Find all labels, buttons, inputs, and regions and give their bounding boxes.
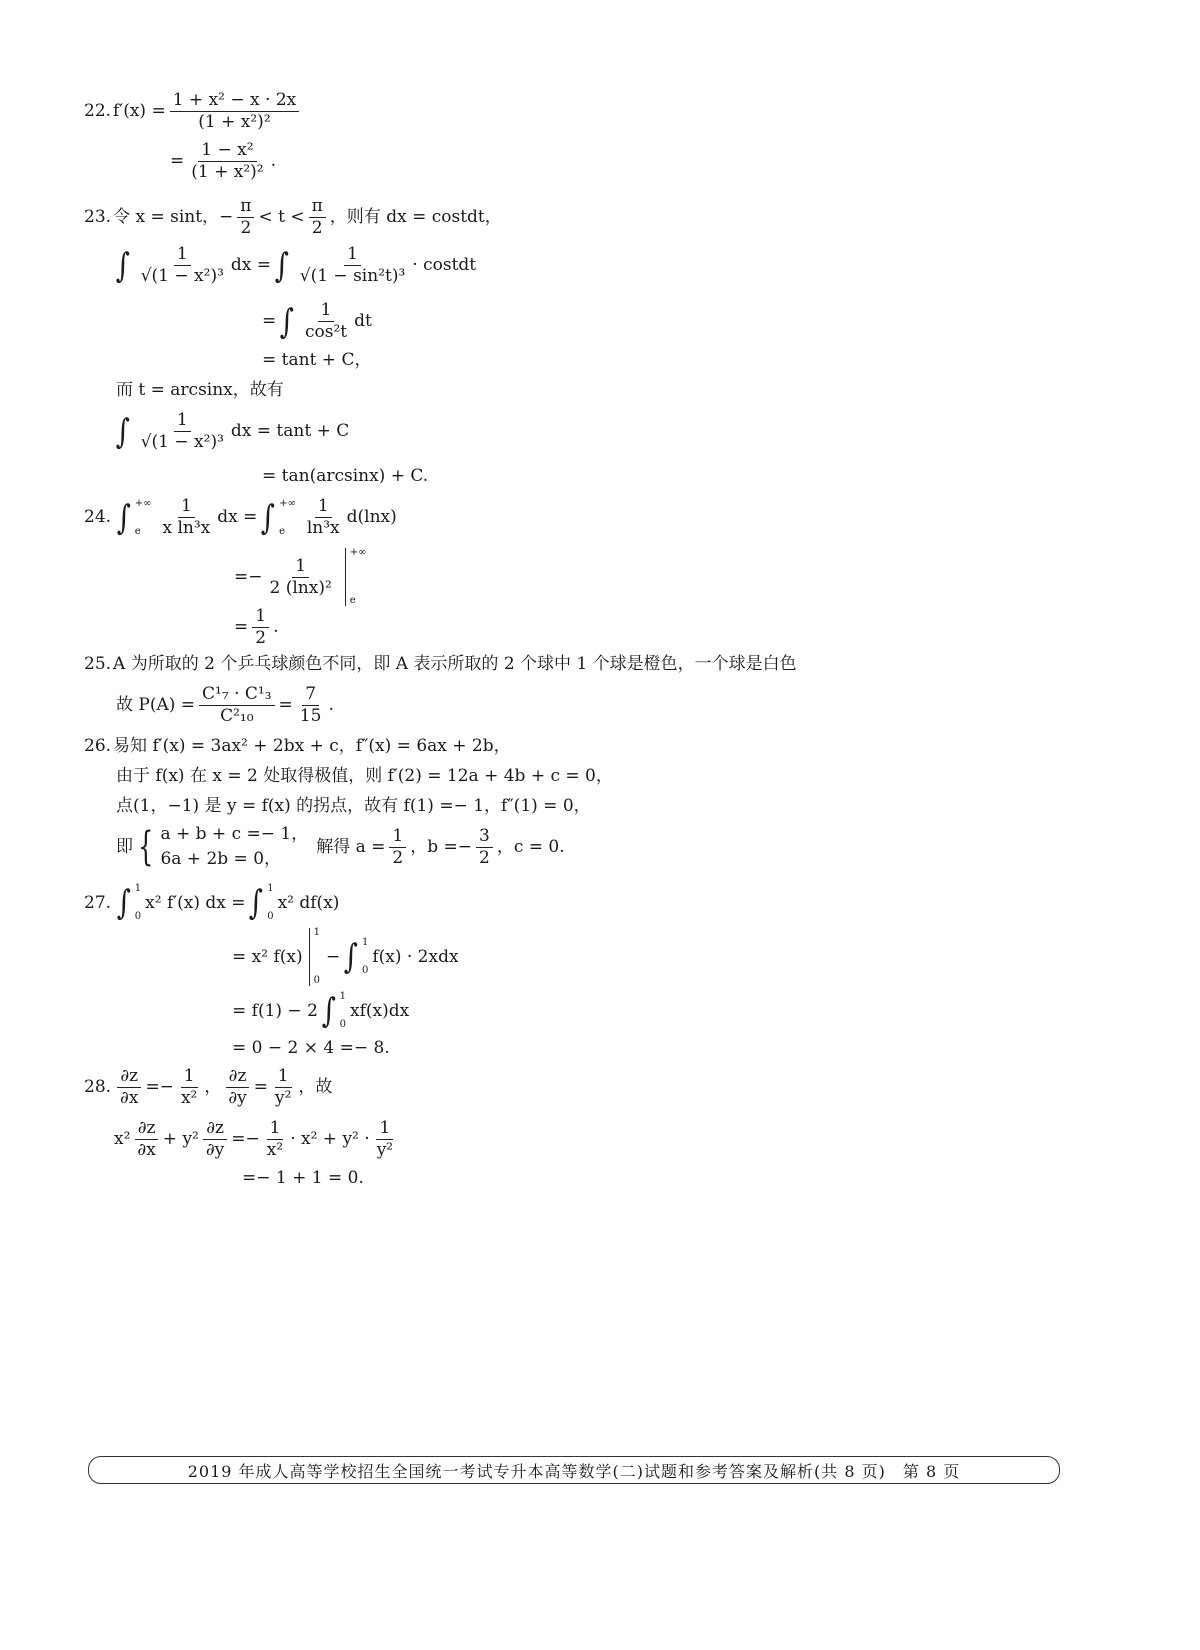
q28-dx: ∂x: [120, 1088, 139, 1108]
q23-line4: = tant + C，: [262, 350, 372, 370]
q27-integrand-3: f(x) · 2xdx: [372, 946, 459, 967]
q23-sqrt-sin: √(1 − sin²t)³: [299, 266, 406, 286]
integral-sign: ∫: [280, 301, 295, 342]
q28-dy-2: ∂y: [205, 1140, 225, 1160]
q23-one-3: 1: [318, 302, 335, 322]
q24-ln3x: ln³x: [306, 518, 340, 538]
q23-pi-half-b: [309, 198, 326, 237]
q23-pi-2: π: [309, 198, 326, 218]
q22-fraction: [170, 92, 300, 131]
page-footer: [88, 1456, 1060, 1484]
q24-period: .: [273, 617, 279, 637]
q26-number: 26.: [84, 736, 112, 756]
q23-dt: dt: [354, 311, 372, 331]
q24-line2: [234, 548, 373, 606]
q24-evaluation-bar: [345, 548, 367, 606]
q28-y2-2: y²: [376, 1140, 394, 1160]
q28-partial-y: [225, 1068, 249, 1107]
q26-c-equals: ，c = 0.: [496, 836, 565, 857]
q25-seven: 7: [302, 686, 319, 706]
q24-limits-2: [279, 499, 296, 537]
q28-number: 28.: [84, 1077, 112, 1097]
q28-one-4: 1: [376, 1120, 393, 1140]
q24-frac-d: [252, 608, 269, 647]
q26-solve: 解得 a =: [316, 836, 386, 857]
q27-minus: −: [325, 946, 341, 967]
q26-equation-1: a + b + c =− 1，: [160, 824, 309, 844]
q28-plus-y2: + y²: [162, 1129, 199, 1149]
q22-equals: =: [170, 151, 185, 171]
q24-upper-limit: +∞: [134, 497, 152, 509]
q24-lower-limit: e: [134, 525, 141, 537]
q28-partial-x: [117, 1068, 141, 1107]
q22-denominator: (1 + x²)²: [198, 112, 271, 132]
q27-upper-limit-2: 1: [267, 883, 274, 894]
q23-frac-c: [302, 302, 350, 341]
q27-limits-3: [362, 938, 368, 976]
q23-frac-d: [138, 412, 227, 451]
q25-line1: [84, 656, 797, 673]
q23-line6: [112, 412, 349, 451]
q24-one-4: 1: [252, 608, 269, 628]
q24-eval-upper: +∞: [349, 547, 367, 558]
q23-line5: 而 t = arcsinx，故有: [116, 380, 284, 400]
q26-frac-b: [476, 825, 493, 868]
q28-partial-y-2: [203, 1120, 227, 1159]
q26-line1: [84, 738, 511, 755]
q28-line1: [84, 1068, 332, 1107]
q28-dz-4: ∂z: [203, 1120, 227, 1140]
q24-limits: [135, 499, 152, 537]
q28-frac-y2-2: [374, 1120, 396, 1159]
q26-line3: 点(1，−1) 是 y = f(x) 的拐点，故有 f(1) =− 1，f″(1) = 0，: [116, 796, 591, 816]
q28-line3: =− 1 + 1 = 0.: [242, 1168, 364, 1188]
q27-limits-2: [267, 884, 273, 922]
q23-one: 1: [174, 246, 191, 266]
q28-comma: ，: [204, 1077, 222, 1097]
q23-frac-a: [138, 246, 227, 285]
q23-line2: [112, 246, 476, 285]
q24-line1: [84, 498, 397, 537]
q24-2lnx2: 2 (lnx)²: [269, 577, 332, 598]
integral-sign: ∫: [249, 883, 264, 923]
q28-dz-3: ∂z: [135, 1120, 159, 1140]
q28-equals: =: [253, 1077, 268, 1097]
q26-ji: 即: [116, 836, 133, 857]
integral-sign: ∫: [344, 937, 359, 977]
q28-frac-y2: [272, 1068, 294, 1107]
q27-evaluation-bar: [309, 928, 320, 986]
q28-dz: ∂z: [117, 1068, 141, 1088]
q24-dx: dx =: [217, 507, 258, 527]
q27-integrand-4: xf(x)dx: [349, 1000, 410, 1021]
q24-equals-neg: =−: [234, 566, 263, 587]
q23-dx: dx =: [230, 255, 272, 275]
q23-substitution: 令 x = sint，−: [113, 207, 234, 227]
q28-partial-x-2: [134, 1120, 158, 1159]
q28-dy: ∂y: [228, 1088, 247, 1108]
q27-integrand: x² f′(x) dx =: [145, 892, 246, 913]
integral-sign: ∫: [115, 245, 130, 286]
q23-sqrt-x-2: √(1 − x²)³: [140, 432, 224, 452]
q23-sqrt-x: √(1 − x²)³: [140, 266, 224, 286]
q28-equals-neg-2: =−: [231, 1129, 260, 1149]
q23-equals: =: [262, 311, 277, 331]
q26-two: 2: [392, 847, 404, 868]
q23-pi-half-a: [237, 198, 254, 237]
q27-line3: [232, 992, 409, 1030]
q28-x2-2: x²: [266, 1140, 284, 1160]
integral-sign: ∫: [115, 411, 130, 452]
q27-lower-limit-4: 0: [339, 1019, 346, 1030]
q23-pi: π: [237, 198, 254, 218]
q25-frac-a: [199, 686, 275, 725]
q23-cost: · costdt: [412, 255, 477, 275]
q28-one-3: 1: [267, 1120, 284, 1140]
q25-frac-b: [297, 686, 325, 725]
q24-two: 2: [255, 628, 267, 648]
q24-number: 24.: [84, 507, 112, 527]
q25-statement: A 为所取的 2 个乒乓球颜色不同，即 A 表示所取的 2 个球中 1 个球是橙色，一个球是白色: [113, 654, 797, 674]
q24-frac-a: [159, 498, 213, 537]
q27-integrand-2: x² df(x): [277, 892, 340, 913]
q24-frac-c: [267, 555, 335, 598]
q22-number: 22.: [84, 101, 112, 121]
q27-eval-lower: 0: [313, 975, 320, 986]
q27-line4: = 0 − 2 × 4 =− 8.: [232, 1038, 390, 1058]
q24-one-3: 1: [292, 558, 309, 578]
q22-numerator-2: 1 − x²: [198, 142, 256, 162]
q26-b-equals: ，b =−: [410, 836, 473, 857]
q28-one: 1: [181, 1068, 198, 1088]
q23-line1: [84, 198, 502, 237]
q24-xln3x: x ln³x: [162, 518, 211, 538]
q28-dx-2: ∂x: [137, 1140, 156, 1160]
q24-line3: [234, 608, 278, 647]
q28-x2: x²: [180, 1088, 198, 1108]
q26-equation-2: 6a + 2b = 0，: [160, 849, 282, 869]
q27-f1-term: = f(1) − 2: [232, 1000, 318, 1021]
q23-cos2t: cos²t: [304, 322, 348, 342]
q23-frac-b: [297, 246, 409, 285]
q23-line7: = tan(arcsinx) + C.: [262, 466, 429, 486]
q24-frac-b: [304, 498, 343, 537]
q22-denominator-2: (1 + x²)²: [191, 162, 264, 182]
q25-lhs: 故 P(A) =: [116, 695, 196, 715]
q22-lhs: f′(x) =: [113, 101, 166, 121]
q23-result: dx = tant + C: [230, 421, 350, 441]
q25-number: 25.: [84, 654, 112, 674]
q27-number: 27.: [84, 892, 112, 913]
q22-line1: [84, 92, 303, 131]
q26-derivatives: 易知 f′(x) = 3ax² + 2bx + c，f″(x) = 6ax + 2b，: [113, 736, 511, 756]
q25-fifteen: 15: [299, 706, 322, 726]
q27-upper-limit-3: 1: [361, 937, 369, 948]
q28-y2: y²: [275, 1088, 292, 1108]
q27-line2: [232, 928, 459, 986]
q23-two: 2: [240, 218, 252, 238]
q28-line2: [114, 1120, 400, 1159]
integral-sign: ∫: [261, 497, 276, 538]
q24-equals: =: [234, 617, 249, 637]
q25-period: .: [328, 695, 334, 715]
q22-line2: [170, 142, 276, 181]
integral-sign: ∫: [116, 883, 131, 923]
q28-coef-x2: x²: [114, 1129, 131, 1149]
left-brace-icon: {: [138, 824, 154, 870]
q26-three: 3: [476, 828, 493, 848]
integral-sign: ∫: [274, 245, 289, 286]
q26-two-2: 2: [479, 847, 490, 868]
q23-one-2: 1: [344, 246, 361, 266]
q23-one-4: 1: [174, 412, 191, 432]
q25-line2: [116, 686, 334, 725]
q24-dlnx: d(lnx): [346, 507, 397, 527]
q23-number: 23.: [84, 207, 112, 227]
q24-eval-lower: e: [349, 595, 356, 606]
q25-denominator: C²₁₀: [220, 706, 254, 726]
integral-sign: ∫: [321, 991, 336, 1031]
q23-differential: ，则有 dx = costdt，: [329, 207, 502, 227]
q28-frac-x2: [178, 1068, 200, 1107]
q27-upper-limit-4: 1: [339, 991, 346, 1002]
q25-equals: =: [278, 695, 293, 715]
q22-numerator: 1 + x² − x · 2x: [170, 92, 300, 112]
q26-system: [160, 826, 308, 868]
q28-frac-x2-2: [264, 1120, 286, 1159]
q28-equals-neg: =−: [145, 1077, 174, 1097]
q27-lower-limit: 0: [134, 911, 142, 922]
q24-one: 1: [178, 498, 195, 518]
q27-lower-limit-3: 0: [361, 965, 369, 976]
q27-boundary-term: = x² f(x): [232, 946, 303, 967]
footer-text: 2019 年成人高等学校招生全国统一考试专升本高等数学(二)试题和参考答案及解析(共 8 页) 第 8 页: [187, 1461, 961, 1481]
q23-two-2: 2: [311, 218, 323, 238]
q27-upper-limit: 1: [134, 883, 142, 894]
q28-therefore: ，故: [298, 1077, 333, 1097]
q26-frac-a: [389, 825, 406, 868]
q24-lower-limit-2: e: [279, 525, 286, 537]
q24-one-2: 1: [315, 498, 332, 518]
q23-inequality: < t <: [258, 207, 305, 227]
q27-limits-4: [340, 992, 346, 1030]
q23-line3: [262, 302, 372, 341]
q22-period: .: [270, 151, 277, 171]
integral-sign: ∫: [116, 497, 131, 538]
q22-fraction-2: [188, 142, 266, 181]
q26-line4: [116, 826, 565, 868]
q27-eval-upper: 1: [313, 927, 320, 938]
q28-middle: · x² + y² ·: [290, 1129, 370, 1149]
q27-limits: [135, 884, 141, 922]
q26-line2: 由于 f(x) 在 x = 2 处取得极值，则 f′(2) = 12a + 4b + c = 0，: [116, 766, 613, 786]
q27-line1: [84, 884, 339, 922]
q27-lower-limit-2: 0: [267, 911, 274, 922]
q24-upper-limit-2: +∞: [279, 497, 296, 509]
q28-one-2: 1: [275, 1068, 292, 1088]
q26-one: 1: [389, 828, 406, 848]
q25-numerator: C¹₇ · C¹₃: [199, 686, 275, 706]
q28-dz-2: ∂z: [226, 1068, 250, 1088]
